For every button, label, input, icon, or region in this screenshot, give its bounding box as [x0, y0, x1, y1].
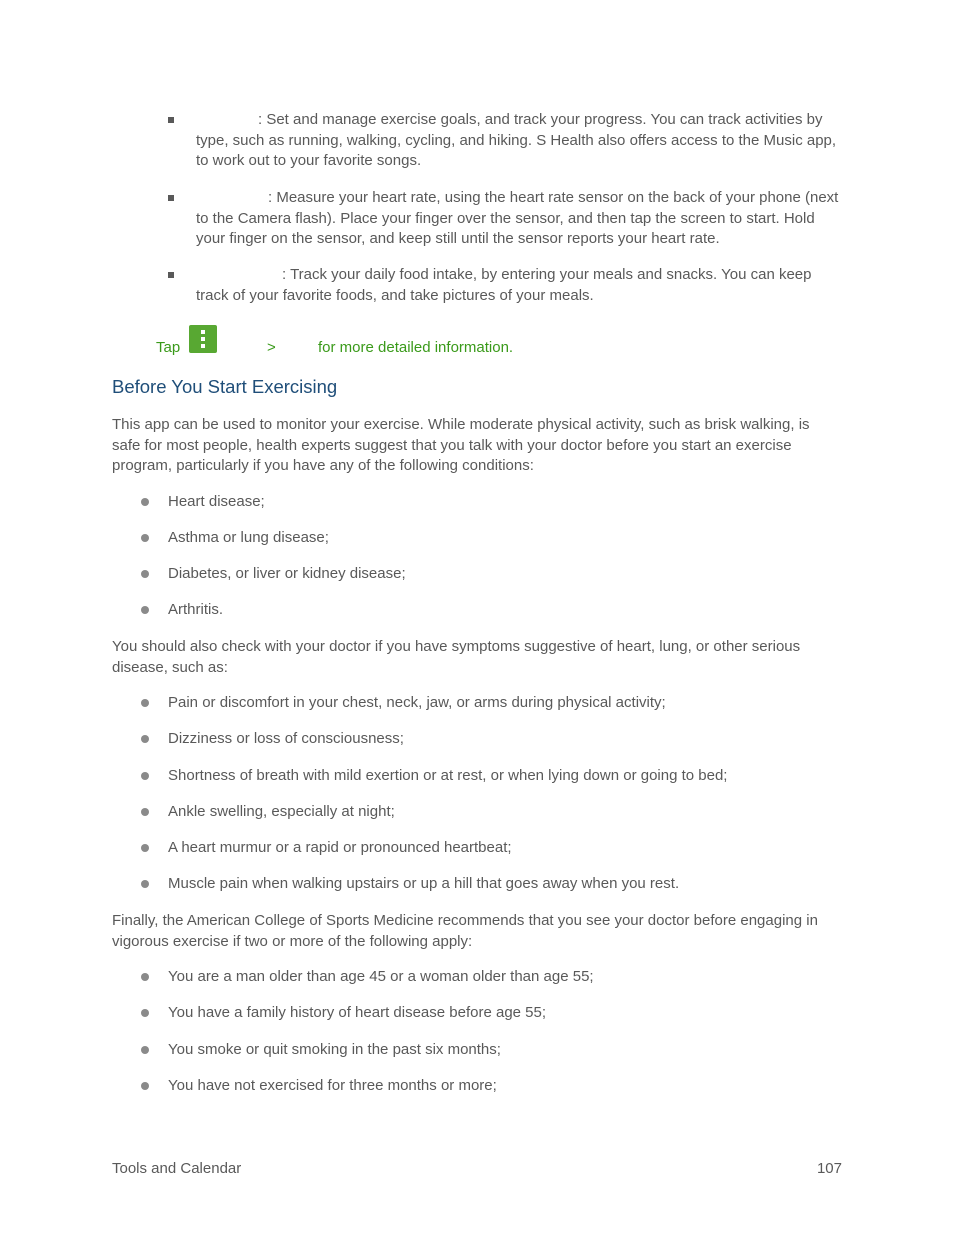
tip-suffix: for more detailed information.: [318, 339, 514, 356]
bullet-icon: [141, 498, 149, 506]
bullet-icon: [141, 606, 149, 614]
section-heading: Before You Start Exercising: [112, 376, 338, 397]
menu-icon[interactable]: [189, 325, 217, 353]
list-item: Asthma or lung disease;: [168, 529, 329, 546]
list-item: A heart murmur or a rapid or pronounced heartbeat;: [168, 839, 512, 856]
square-bullet-icon: [168, 272, 174, 278]
tip-separator: >: [267, 339, 276, 356]
tip-prefix: Tap: [156, 339, 181, 356]
feature-item-exercise: : Set and manage exercise goals, and track your progress. You can track activities by type, such as running, walking, cycling, and hiking. S Health also offers access to the Music app, to work out to your favorite songs.: [196, 111, 837, 169]
symptoms-paragraph: You should also check with your doctor if you have symptoms suggestive of heart, lung, or other serious disease, such as:: [112, 638, 801, 676]
list-item: You have not exercised for three months or more;: [168, 1077, 497, 1094]
bullet-icon: [141, 1046, 149, 1054]
list-item: You are a man older than age 45 or a woman older than age 55;: [168, 968, 594, 985]
acsm-paragraph: Finally, the American College of Sports Medicine recommends that you see your doctor before engaging in vigorous exercise if two or more of the following apply:: [112, 912, 818, 950]
square-bullet-icon: [168, 117, 174, 123]
intro-paragraph: This app can be used to monitor your exercise. While moderate physical activity, such as brisk walking, is safe for most people, health experts suggest that you talk with your doctor before you start an exercise program, particularly if you have any of the following conditions:: [112, 416, 810, 474]
list-item: You smoke or quit smoking in the past six months;: [168, 1041, 501, 1058]
bullet-icon: [141, 808, 149, 816]
list-item: Heart disease;: [168, 493, 265, 510]
bullet-icon: [141, 534, 149, 542]
feature-item-food: : Track your daily food intake, by entering your meals and snacks. You can keep track of your favorite foods, and take pictures of your meals.: [196, 266, 812, 304]
bullet-icon: [141, 1009, 149, 1017]
bullet-icon: [141, 973, 149, 981]
list-item: Ankle swelling, especially at night;: [168, 803, 395, 820]
bullet-icon: [141, 699, 149, 707]
footer-chapter: Tools and Calendar: [112, 1160, 242, 1177]
bullet-icon: [141, 570, 149, 578]
list-item: Diabetes, or liver or kidney disease;: [168, 565, 406, 582]
feature-item-heart-rate: : Measure your heart rate, using the heart rate sensor on the back of your phone (next to the Camera flash). Place your finger over the sensor, and then tap the screen to start. Hold your finger on the sensor, and keep still until the sensor reports your heart rate.: [196, 189, 839, 247]
list-item: You have a family history of heart disease before age 55;: [168, 1004, 547, 1021]
bullet-icon: [141, 1082, 149, 1090]
footer-page-number: 107: [816, 1160, 842, 1177]
square-bullet-icon: [168, 195, 174, 201]
list-item: Shortness of breath with mild exertion or at rest, or when lying down or going to bed;: [168, 767, 728, 784]
list-item: Arthritis.: [168, 601, 224, 618]
list-item: Pain or discomfort in your chest, neck, jaw, or arms during physical activity;: [168, 694, 666, 711]
bullet-icon: [141, 880, 149, 888]
list-item: Dizziness or loss of consciousness;: [168, 730, 404, 747]
bullet-icon: [141, 844, 149, 852]
list-item: Muscle pain when walking upstairs or up a hill that goes away when you rest.: [168, 875, 680, 892]
bullet-icon: [141, 735, 149, 743]
bullet-icon: [141, 772, 149, 780]
